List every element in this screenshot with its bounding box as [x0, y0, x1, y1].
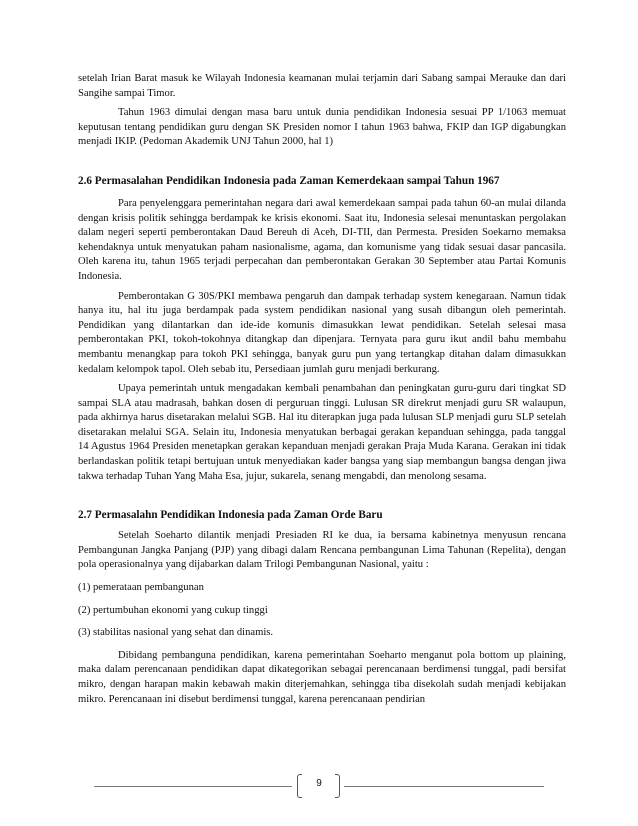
page-footer [94, 774, 544, 804]
footer-rule-left [94, 786, 292, 787]
paragraph-2-7-2: Dibidang pembanguna pendidikan, karena pemerintahan Soeharto menganut pola bottom up plaining, maka dalam perencanaan pendidikan dapat dikategorikan sebagai perencanaan berdimensi tunggal, padi bersifat mikro, dengan harapan makin kebawah makin diterjemahkan, sehingga tiba disekolah sudah menjadi kebijakan mikro. Perencanaan ini disebut berdimensi tunggal, karena perencanaan pendirian [78, 649, 566, 705]
section-heading-2-6: 2.6 Permasalahan Pendidikan Indonesia pada Zaman Kemerdekaan sampai Tahun 1967 [78, 174, 500, 187]
page-number: 9 [316, 778, 322, 789]
paragraph-2-6-2: Pemberontakan G 30S/PKI membawa pengaruh dan dampak terhadap system kenegaraan. Namun tidak hanya itu, hal itu juga berdampak pada system pendidikan nasional yang susah dibangun oleh pemerintah. Pendidikan yang dilantarkan dan ide-ide komunis dimasukkan lewat pendidikan. Setelah selesai masa pemberontakan PKI, tokoh-tokohnya ditangkap dan dipenjara. Ternyata para guru ikut andil bahu membahu membantu menangkap para tokoh PKI sehingga, banyak guru pun yang tertangkap ditahan dalam dimasukkan kedalam kelompok tapol. Oleh sebab itu, Persediaan jumlah guru menjadi berkurang. [78, 290, 566, 375]
paragraph-2-7-1: Setelah Soeharto dilantik menjadi Presiaden RI ke dua, ia bersama kabinetnya menyusun rencana Pembangunan Jangka Panjang (PJP) yang dibagi dalam Rencana pembangunan Lima Tahunan (Repelita), dengan pola operasionalnya yang dijabarkan dalam Trilogi Pembangunan Nasional, yaitu : [78, 530, 566, 571]
paragraph-2-6-1: Para penyelenggara pemerintahan negara dari awal kemerdekaan sampai pada tahun 60-an mulai dilanda dengan krisis politik sehingga berdampak ke krisis ekonomi. Saat itu, Indonesia selesai menuntaskan pergolakan dalam negeri seperti pemberontakan Daud Bereuh di Aceh, DI-TII, dan Permesta. Presiden Soekarno memaksa kehendaknya untuk menyatukan paham nasionalisme, agama, dan komunisme yang tidak sesuai dasar pancasila. Oleh karena itu, tahun 1965 terjadi perpecahan dan pemberontakan Gerakan 30 September atau Partai Komunis Indonesia. [78, 197, 566, 282]
footer-bracket-left [297, 774, 302, 798]
paragraph-2-6-3: Upaya pemerintah untuk mengadakan kembali penambahan dan peningkatan guru-guru dari tingkat SD sampai SLA atau madrasah, bahkan dosen di perguruan tinggi. Lulusan SR direkrut menjadi guru SR walaupun, pada akhirnya harus disetarakan melalui SGB. Hal itu diterapkan juga pada lulusan SLP menjadi guru SLP setelah disetarakan melalui SGA. Selain itu, Indonesia menyatukan berbagai gerakan kepanduan sehingga, pada tanggal 14 Agustus 1964 Presiden menetapkan gerakan kepanduan menjadi gerakan Praja Muda Karana. Gerakan ini tidak berlandaskan politik tetapi bertujuan untuk menyediakan kader bangsa yang siap membangun bangsa dengan jiwa takwa terhadap Tuhan Yang Maha Esa, jujur, sukarela, senang mengabdi, dan menolong sesama. [78, 383, 566, 482]
footer-bracket-right [335, 774, 340, 798]
list-item-2: (2) pertumbuhan ekonomi yang cukup tinggi [78, 604, 268, 616]
paragraph-continuation: setelah Irian Barat masuk ke Wilayah Indonesia keamanan mulai terjamin dari Sabang sampai Merauke dan dari Sangihe sampai Timor. [78, 73, 566, 99]
list-item-3: (3) stabilitas nasional yang sehat dan dinamis. [78, 627, 274, 639]
footer-rule-right [344, 786, 544, 787]
paragraph-1963: Tahun 1963 dimulai dengan masa baru untuk dunia pendidikan Indonesia sesuai PP 1/1063 memuat keputusan tentang pendidikan guru dengan SK Presiden nomor I tahun 1963 bahwa, FKIP dan IGP digabungkan menjadi IKIP. (Pedoman Akademik UNJ Tahun 2000, hal 1) [78, 107, 566, 148]
section-heading-2-7: 2.7 Permasalahn Pendidikan Indonesia pada Zaman Orde Baru [78, 509, 383, 522]
list-item-1: (1) pemerataan pembangunan [78, 582, 204, 594]
document-page [78, 72, 566, 707]
